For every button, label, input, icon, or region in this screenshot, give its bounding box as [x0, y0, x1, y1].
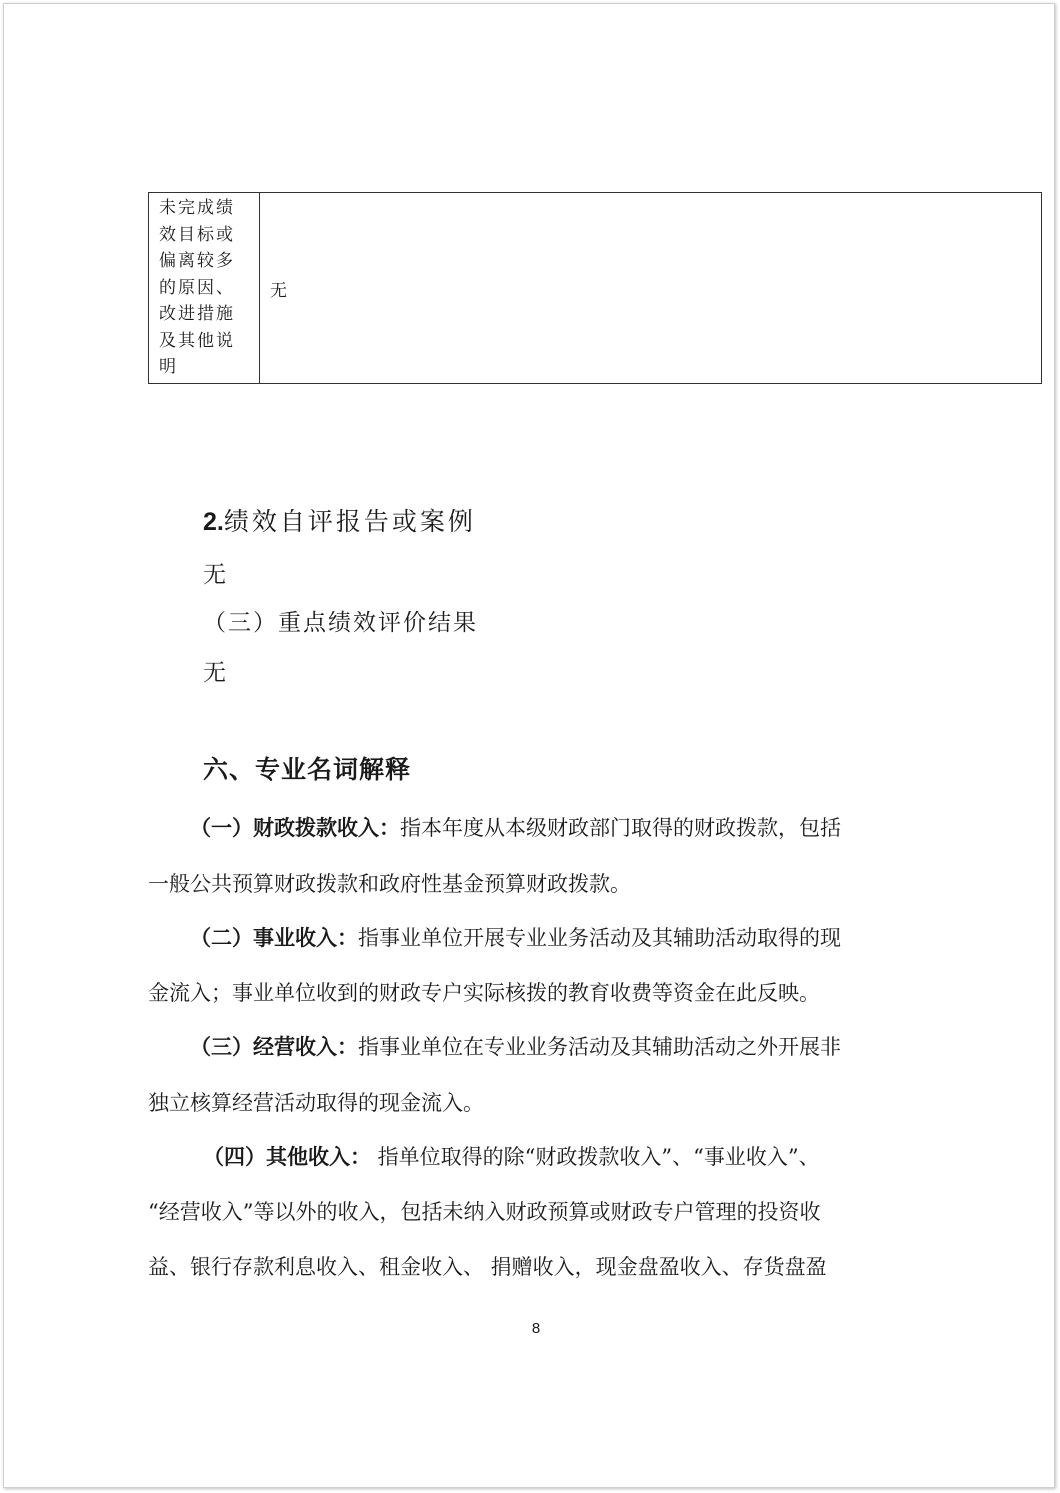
table-row: [149, 193, 1042, 384]
definition-text: 指事业单位开展专业业务活动及其辅助活动取得的现: [358, 926, 841, 950]
definition-text: 指事业单位在专业业务活动及其辅助活动之外开展非: [358, 1035, 841, 1059]
definition-term: （一）财政拨款收入：: [190, 815, 400, 840]
table-value-cell: 无: [260, 193, 1042, 384]
definition-line: 独立核算经营活动取得的现金流入。: [148, 1091, 484, 1115]
table-label-cell: 未完成绩效目标或偏离较多的原因、改进措施及其他说明: [149, 193, 260, 384]
definition-line: [190, 812, 920, 842]
section-body-self-evaluation: 无: [203, 562, 226, 588]
section-heading-glossary: 六、专业名词解释: [203, 755, 412, 784]
definition-line: [203, 1141, 925, 1171]
heading-number: 2.: [203, 508, 224, 536]
definition-line: [190, 922, 920, 952]
explanation-table: [148, 192, 1042, 384]
section-heading-key-evaluation: （三）重点绩效评价结果: [203, 610, 478, 636]
page-number: 8: [531, 1320, 541, 1337]
definition-line: 一般公共预算财政拨款和政府性基金预算财政拨款。: [148, 872, 631, 896]
section-body-key-evaluation: 无: [203, 660, 226, 686]
definition-term: （四）其他收入：: [203, 1144, 371, 1169]
definition-line: 益、银行存款利息收入、租金收入、 捐赠收入，现金盘盈收入、存货盘盈: [148, 1255, 827, 1279]
definition-text: 指本年度从本级财政部门取得的财政拨款，包括: [400, 816, 841, 840]
definition-term: （三）经营收入：: [190, 1034, 358, 1059]
heading-text: 绩效自评报告或案例: [223, 507, 476, 536]
definition-text: 指单位取得的除“财政拨款收入”、“事业收入”、: [371, 1145, 820, 1169]
definition-line: [190, 1031, 920, 1061]
definition-line: 金流入；事业单位收到的财政专户实际核拨的教育收费等资金在此反映。: [148, 981, 820, 1005]
definition-term: （二）事业收入：: [190, 925, 358, 950]
definition-line: “经营收入”等以外的收入，包括未纳入财政预算或财政专户管理的投资收: [148, 1200, 821, 1224]
section-heading-self-evaluation: [203, 502, 476, 538]
